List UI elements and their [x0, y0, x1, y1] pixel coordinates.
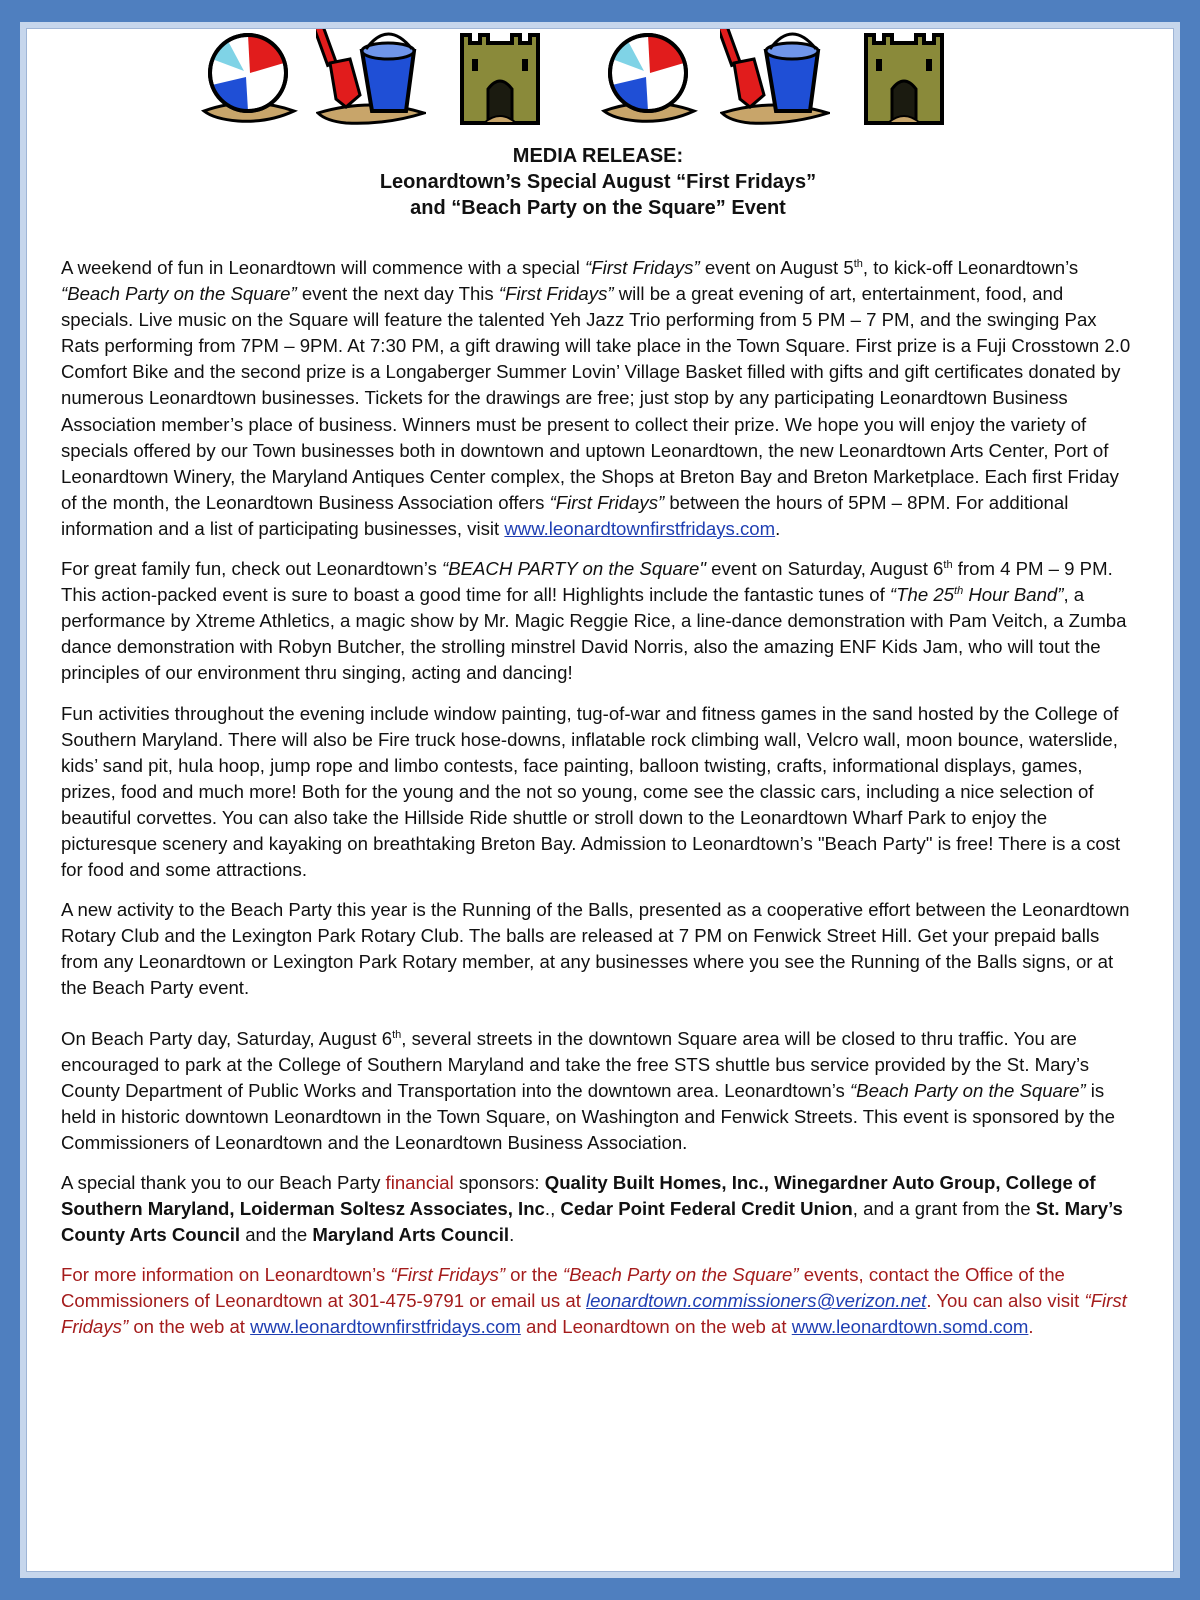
release-label: MEDIA RELEASE: — [512, 145, 684, 167]
paragraph-running-of-balls: A new activity to the Beach Party this year is the Running of the Balls, presented as a cooperative effort between the Leonardtown Rotary Club and the Lexington Park Rotary Club. The balls are released at 7 PM on Fenwick Street Hill. Get your prepaid balls from any Leonardtown or Lexington Park Rotary member, at any businesses where you see the Running of the Balls signs, or at the Beach Party event. — [61, 899, 1130, 999]
email-link[interactable]: leonardtown.commissioners@verizon.net — [586, 1290, 927, 1312]
sandcastle-icon — [858, 29, 950, 125]
paragraph-contact: For more information on Leonardtown’s “First Fridays” or the “Beach Party on the Square” events, contact the Office of the Commissioners of Leonardtown at 301-475-9791 or email us at leonardtown.commissioners@verizon.net. You can also visit “First Fridays” on the web at www.leonardtownfirstfridays.com and Leonardtown on the web at www.leonardtown.somd.com. — [61, 1264, 1127, 1338]
paragraph-parking: On Beach Party day, Saturday, August 6th, several streets in the downtown Square area will be closed to thru traffic. You are encouraged to park at the College of Southern Maryland and take the free STS shuttle bus service provided by the St. Mary’s County Department of Public Works and Transportation into the downtown area. Leonardtown’s “Beach Party on the Square” is held in historic downtown Leonardtown in the Town Square, on Washington and Fenwick Streets. This event is sponsored by the Commissioners of Leonardtown and the Leonardtown Business Association. — [61, 1027, 1115, 1153]
sandcastle-icon — [454, 29, 546, 125]
release-body — [61, 255, 1135, 1341]
paragraph-beach-party: For great family fun, check out Leonardtown’s “BEACH PARTY on the Square" event on Saturday, August 6th from 4 PM – 9 PM. This action-packed event is sure to boast a good time for all! Highlights include the fantastic tunes of “The 25th Hour Band”, a performance by Xtreme Athletics, a magic show by Mr. Magic Reggie Rice, a line-dance demonstration with Pam Veitch, a Zumba dance demonstration with Robyn Butcher, the strolling minstrel David Norris, also the amazing ENF Kids Jam, who will tout the principles of our environment thru singing, acting and dancing! — [61, 558, 1127, 684]
page-border-inner — [20, 22, 1180, 1578]
clipart-banner — [198, 29, 998, 127]
first-fridays-link[interactable]: www.leonardtownfirstfridays.com — [504, 517, 776, 539]
shovel-bucket-icon — [316, 29, 426, 125]
shovel-bucket-icon — [720, 29, 830, 125]
headline-line-1: Leonardtown’s Special August “First Fridays” — [379, 171, 817, 193]
first-fridays-website-link[interactable]: www.leonardtownfirstfridays.com — [250, 1316, 521, 1338]
paragraph-first-fridays: A weekend of fun in Leonardtown will commence with a special “First Fridays” event on August 5th, to kick-off Leonardtown’s “Beach Party on the Square” event the next day This “First Fridays” will be a great evening of art, entertainment, food, and specials. Live music on the Square will feature the talented Yeh Jazz Trio performing from 5 PM – 7 PM, and the swinging Pax Rats performing from 7PM – 9PM. At 7:30 PM, a gift drawing will take place in the Town Square. First prize is a Fuji Crosstown 2.0 Comfort Bike and the second prize is a Longaberger Summer Lovin’ Village Basket filled with gifts and gift certificates donated by numerous Leonardtown businesses. Tickets for the drawings are free; just stop by any participating Leonardtown Business Association member’s place of business. Winners must be present to collect their prize. We hope you will enjoy the variety of specials offered by our Town businesses both in downtown and uptown Leonardtown, the new Leonardtown Arts Center, Port of Leonardtown Winery, the Maryland Antiques Center complex, the Shops at Breton Bay and Breton Marketplace. Each first Friday of the month, the Leonardtown Business Association offers “First Fridays” between the hours of 5PM – 8PM. For additional information and a list of participating businesses, visit www.leonardtownfirstfridays.com. — [61, 257, 1131, 539]
document-page — [26, 28, 1174, 1572]
document-header — [61, 143, 1135, 221]
beach-ball-icon — [598, 29, 698, 125]
beach-ball-icon — [198, 29, 298, 125]
paragraph-activities: Fun activities throughout the evening include window painting, tug-of-war and fitness games in the sand hosted by the College of Southern Maryland. There will also be Fire truck hose-downs, inflatable rock climbing wall, Velcro wall, moon bounce, waterslide, kids’ sand pit, hula hoop, jump rope and limbo contests, face painting, balloon twisting, crafts, informational displays, games, prizes, food and much more! Both for the young and the not so young, come see the classic cars, including a nice selection of beautiful corvettes. You can also take the Hillside Ride shuttle or stroll down to the Leonardtown Wharf Park to enjoy the picturesque scenery and kayaking on breathtaking Breton Bay. Admission to Leonardtown’s "Beach Party" is free! There is a cost for food and some attractions. — [61, 702, 1121, 881]
headline-line-2: and “Beach Party on the Square” Event — [410, 197, 786, 219]
leonardtown-website-link[interactable]: www.leonardtown.somd.com — [791, 1316, 1029, 1338]
paragraph-sponsors: A special thank you to our Beach Party financial sponsors: Quality Built Homes, Inc., Winegardner Auto Group, College of Southern Maryland, Loiderman Soltesz Associates, Inc., Cedar Point Federal Credit Union, and a grant from the St. Mary’s County Arts Council and the Maryland Arts Council. — [61, 1172, 1123, 1246]
